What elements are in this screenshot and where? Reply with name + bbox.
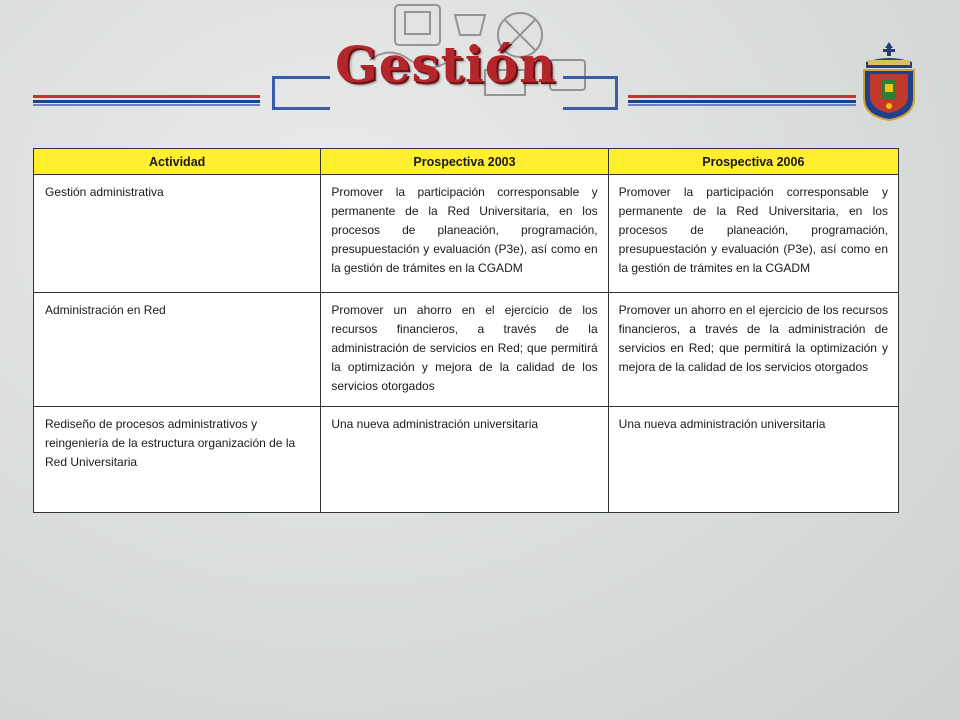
right-stripe	[628, 95, 856, 106]
page-header	[0, 0, 960, 135]
cell-prospectiva-2003: Promover un ahorro en el ejercicio de los recursos financieros, a través de la administración de servicios en Red; que permitirá la optimización y mejora de la calidad de los servicios otorgados	[321, 293, 608, 407]
cell-actividad: Gestión administrativa	[34, 175, 321, 293]
cell-prospectiva-2003: Una nueva administración universitaria	[321, 407, 608, 513]
column-header-actividad: Actividad	[34, 149, 321, 175]
table-row	[34, 293, 899, 407]
table-row	[34, 175, 899, 293]
column-header-prospectiva-2003: Prospectiva 2003	[321, 149, 608, 175]
prospectiva-table	[33, 148, 899, 513]
cell-prospectiva-2006: Promover la participación corresponsable y permanente de la Red Universitaria, en los procesos de planeación, programación, presupuestación y evaluación (P3e), así como en la gestión de trámites en la CGADM	[608, 175, 898, 293]
column-header-prospectiva-2006: Prospectiva 2006	[608, 149, 898, 175]
left-bracket	[272, 76, 330, 110]
table-row	[34, 407, 899, 513]
right-bracket	[563, 76, 618, 110]
cell-prospectiva-2006: Promover un ahorro en el ejercicio de los recursos financieros, a través de la administración de servicios en Red; que permitirá la optimización y mejora de la calidad de los servicios otorgados	[608, 293, 898, 407]
table-header-row	[34, 149, 899, 175]
cell-actividad: Administración en Red	[34, 293, 321, 407]
cell-prospectiva-2003: Promover la participación corresponsable y permanente de la Red Universitaria, en los procesos de planeación, programación, presupuestación y evaluación (P3e), así como en la gestión de trámites en la CGADM	[321, 175, 608, 293]
cell-actividad: Rediseño de procesos administrativos y reingeniería de la estructura organización de la Red Universitaria	[34, 407, 321, 513]
page-title: Gestión	[335, 35, 557, 94]
left-stripe	[33, 95, 260, 106]
cell-prospectiva-2006: Una nueva administración universitaria	[608, 407, 898, 513]
university-seal-icon	[858, 40, 920, 122]
